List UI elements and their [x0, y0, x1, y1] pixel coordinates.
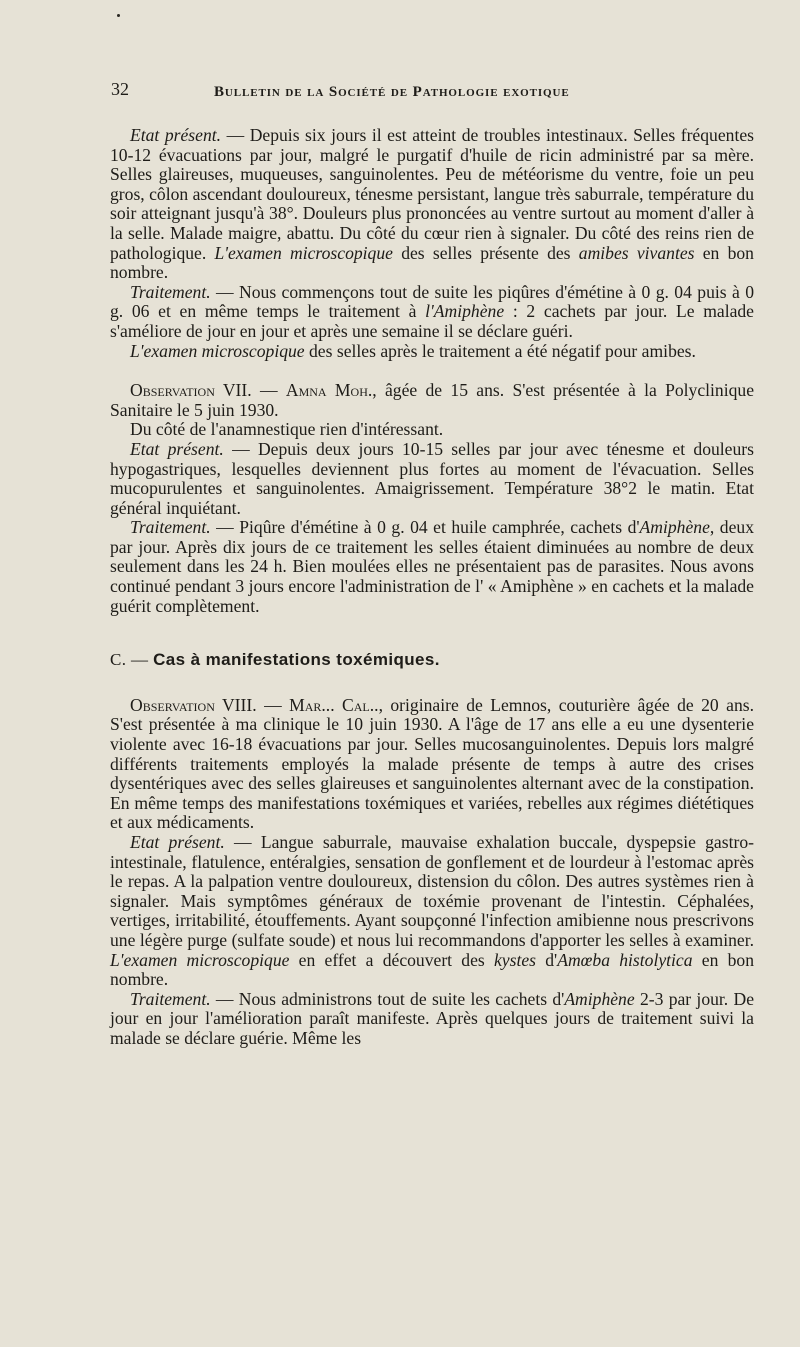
- label-etat-present: Etat présent.: [130, 125, 222, 145]
- observation-7-dash: —: [251, 380, 286, 401]
- paragraph-traitement-8: [110, 990, 754, 1049]
- label-examen-8: L'examen microscopique: [110, 949, 290, 970]
- page-header: [111, 80, 758, 106]
- term-amiphene-7: Amiphène: [639, 517, 710, 538]
- page-number: 32: [111, 79, 129, 99]
- term-kystes: kystes: [494, 949, 537, 970]
- term-amiphene-8: Amiphène: [564, 988, 635, 1009]
- label-etat-present-7: Etat présent.: [130, 438, 224, 459]
- label-traitement-8: Traitement.: [130, 988, 211, 1009]
- patient-name-8: Mar... Cal..: [289, 694, 379, 715]
- text-examen: des selles présente des: [392, 242, 579, 263]
- term-amiphene: l'Amiphène: [425, 301, 505, 322]
- text-examen-8-end: en bon nombre.: [110, 949, 754, 990]
- text-traitement: — Nous commençons tout de suite les piqûres d'émétine à 0 g. 04 puis à 0 g. 06 et en même temps le traitement à: [110, 281, 754, 322]
- page-body: [110, 126, 754, 1049]
- paper-speck: [117, 14, 120, 17]
- observation-7-text: , âgée de 15 ans. S'est présentée à la Polyclinique Sanitaire le 5 juin 1930.: [110, 380, 755, 420]
- anamnese-7-text: Du côté de l'anamnestique rien d'intéressant.: [130, 419, 444, 440]
- paragraph-etat-present-8: [110, 833, 754, 990]
- label-examen: L'examen microscopique: [214, 242, 393, 263]
- label-traitement: Traitement.: [130, 281, 211, 302]
- text-examen-8d: d': [536, 949, 558, 970]
- paragraph-etat-present-prev: [110, 126, 754, 283]
- paragraph-traitement-7: [110, 518, 754, 616]
- text-traitement-8a: — Nous administrons tout de suite les cachets d': [210, 988, 565, 1009]
- section-letter: C.: [110, 650, 127, 670]
- observation-8-text: , originaire de Lemnos, couturière âgée de 20 ans. S'est présentée à ma clinique le 10 juin 1930. A l'âge de 17 ans elle a eu une dysenterie violente avec 16-18 évacuations par jour. Selles mucosanguinolentes. Depuis lors malgré différents traitements employés la malade présente de temps à autre des crises dysentériques avec des selles glaireuses et sanguinolentes alternant avec de la constipation. En même temps des manifestations toxémiques et variées, rebelles aux régimes diététiques et aux médicaments.: [110, 694, 754, 833]
- text-traitement-7b: , deux par jour. Après dix jours de ce traitement les selles étaient diminuées au nombre de deux seulement dans les 24 h. Bien moulées elles ne présentaient pas de parasites. Nous avons continué pendant 3 jours encore l'administration de l' « Amiphène » en cachets et la malade guérit complètement.: [110, 517, 754, 616]
- section-heading-c: [110, 650, 754, 670]
- observation-7-label: Observation VII.: [130, 380, 252, 401]
- text-etat-present-8: — Langue saburrale, mauvaise exhalation buccale, dyspepsie gastro-intestinale, flatulence, entéralgies, sensation de gonflement et de lourdeur à l'estomac après le repas. A la palpation ventre douloureux, distension du côlon. Des autres systèmes rien à signaler. Mais symptômes généraux de toxémie provenant de l'intestin. Céphalées, vertiges, irritabilité, étouffements. Ayant soupçonné l'infection amibienne nous prescrivons une légère purge (sulfate soude) et nous lui recommandons d'apporter les selles à examiner.: [110, 832, 754, 950]
- observation-8-label: Observation VIII.: [130, 694, 257, 715]
- text-etat-present: — Depuis six jours il est atteint de troubles intestinaux. Selles fréquentes 10-12 évacuations par jour, malgré le purgatif d'huile de ricin administré par sa mère. Selles glaireuses, muqueuses, sanguinolentes. Peu de météorisme du ventre, foie un peu gros, côlon ascendant douloureux, ténesme persistant, langue très saburrale, température du soir atteignant jusqu'à 38°. Douleurs plus prononcées au ventre surtout au moment d'aller à la selle. Malade maigre, abattu. Du côté du cœur rien à signaler. Du côté des reins rien de pathologique.: [110, 125, 754, 263]
- paragraph-etat-present-7: [110, 440, 754, 518]
- text-traitement-8b: 2-3 par jour. De jour en jour l'amélioration paraît manifeste. Après quelques jours de traitement suivi la malade se déclare guérie. Même les: [110, 988, 754, 1048]
- label-examen-final: L'examen microscopique: [130, 340, 305, 361]
- section-title: Cas à manifestations toxémiques.: [153, 650, 440, 670]
- paragraph-observation-7: [110, 381, 754, 420]
- text-examen-final: des selles après le traitement a été négatif pour amibes.: [304, 340, 696, 361]
- text-traitement-7a: — Piqûre d'émétine à 0 g. 04 et huile camphrée, cachets d': [210, 517, 640, 538]
- paragraph-traitement-prev: [110, 283, 754, 342]
- text-traitement-end: : 2 cachets par jour. Le malade s'améliore de jour en jour et après une semaine il se déclare guéri.: [110, 301, 754, 341]
- text-etat-present-7: — Depuis deux jours 10-15 selles par jour avec ténesme et douleurs hypogastriques, lesquelles deviennent plus fortes au moment de l'évacuation. Selles mucopurulentes et sanguinolentes. Amaigrissement. Température 38°2 le matin. Etat général inquiétant.: [110, 438, 754, 518]
- paragraph-observation-8: [110, 696, 754, 833]
- running-title: Bulletin de la Société de Pathologie exotique: [214, 84, 570, 100]
- text-examen-end: en bon nombre.: [110, 242, 754, 283]
- paragraph-anamnese-7: [110, 420, 754, 440]
- section-dash: —: [126, 650, 154, 670]
- label-traitement-7: Traitement.: [130, 517, 211, 538]
- patient-name-7: Amna Moh.: [285, 380, 373, 401]
- term-amibes-vivantes: amibes vivantes: [578, 242, 695, 263]
- label-etat-present-8: Etat présent.: [130, 832, 225, 852]
- observation-8-dash: —: [256, 694, 290, 715]
- text-examen-8: en effet a découvert des: [289, 949, 494, 970]
- term-amoeba-histolytica: Amœba histolytica: [557, 949, 693, 970]
- paragraph-examen-final: [110, 342, 754, 362]
